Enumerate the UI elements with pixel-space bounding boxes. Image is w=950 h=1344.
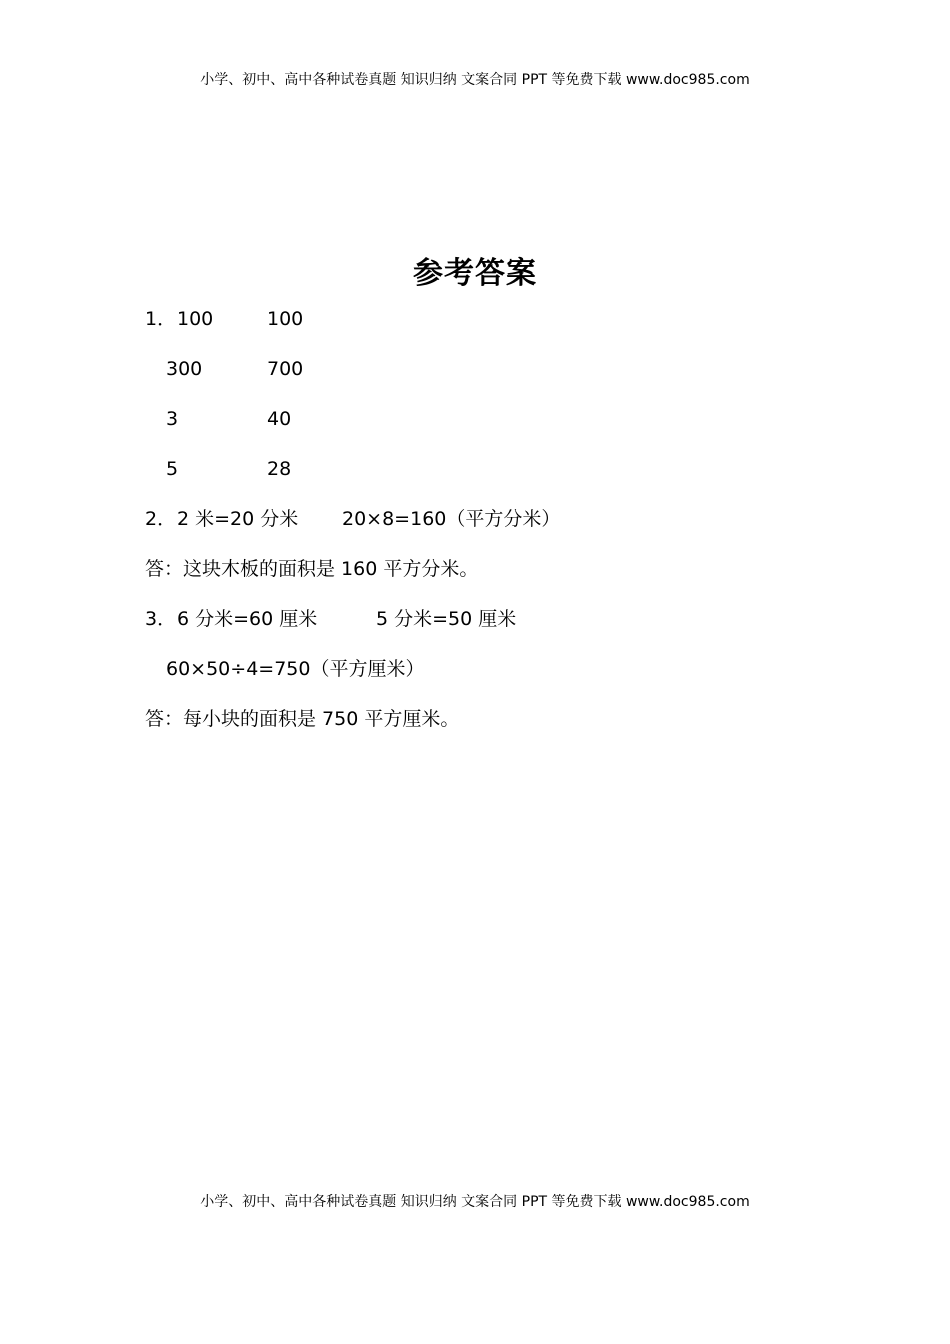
q1-row2-col2: 700 <box>267 358 304 380</box>
q3-conversion-b: 5 分米=50 厘米 <box>376 608 517 630</box>
q1-number: 1． <box>145 308 177 330</box>
q3-answer: 答：每小块的面积是 750 平方厘米。 <box>145 708 460 730</box>
q2-conversion: 2 米=20 分米 <box>177 508 299 530</box>
q1-row1-col1: 100 <box>177 308 214 330</box>
q1-row3-col2: 40 <box>267 408 292 430</box>
page-footer: 小学、初中、高中各种试卷真题 知识归纳 文案合同 PPT 等免费下载 www.doc985.com <box>200 1194 750 1210</box>
page-title: 参考答案 <box>413 256 537 291</box>
q1-row4-col2: 28 <box>267 458 292 480</box>
page-header: 小学、初中、高中各种试卷真题 知识归纳 文案合同 PPT 等免费下载 www.doc985.com <box>200 72 750 88</box>
q3-conversion-a: 6 分米=60 厘米 <box>177 608 318 630</box>
q3-number: 3． <box>145 608 177 630</box>
q2-answer: 答：这块木板的面积是 160 平方分米。 <box>145 558 479 580</box>
q2-calculation: 20×8=160（平方分米） <box>342 508 561 530</box>
q3-calculation: 60×50÷4=750（平方厘米） <box>166 658 425 680</box>
q1-row2-col1: 300 <box>166 358 203 380</box>
q1-row3-col1: 3 <box>166 408 179 430</box>
q2-number: 2． <box>145 508 177 530</box>
q1-row1-col2: 100 <box>267 308 304 330</box>
q1-row4-col1: 5 <box>166 458 179 480</box>
